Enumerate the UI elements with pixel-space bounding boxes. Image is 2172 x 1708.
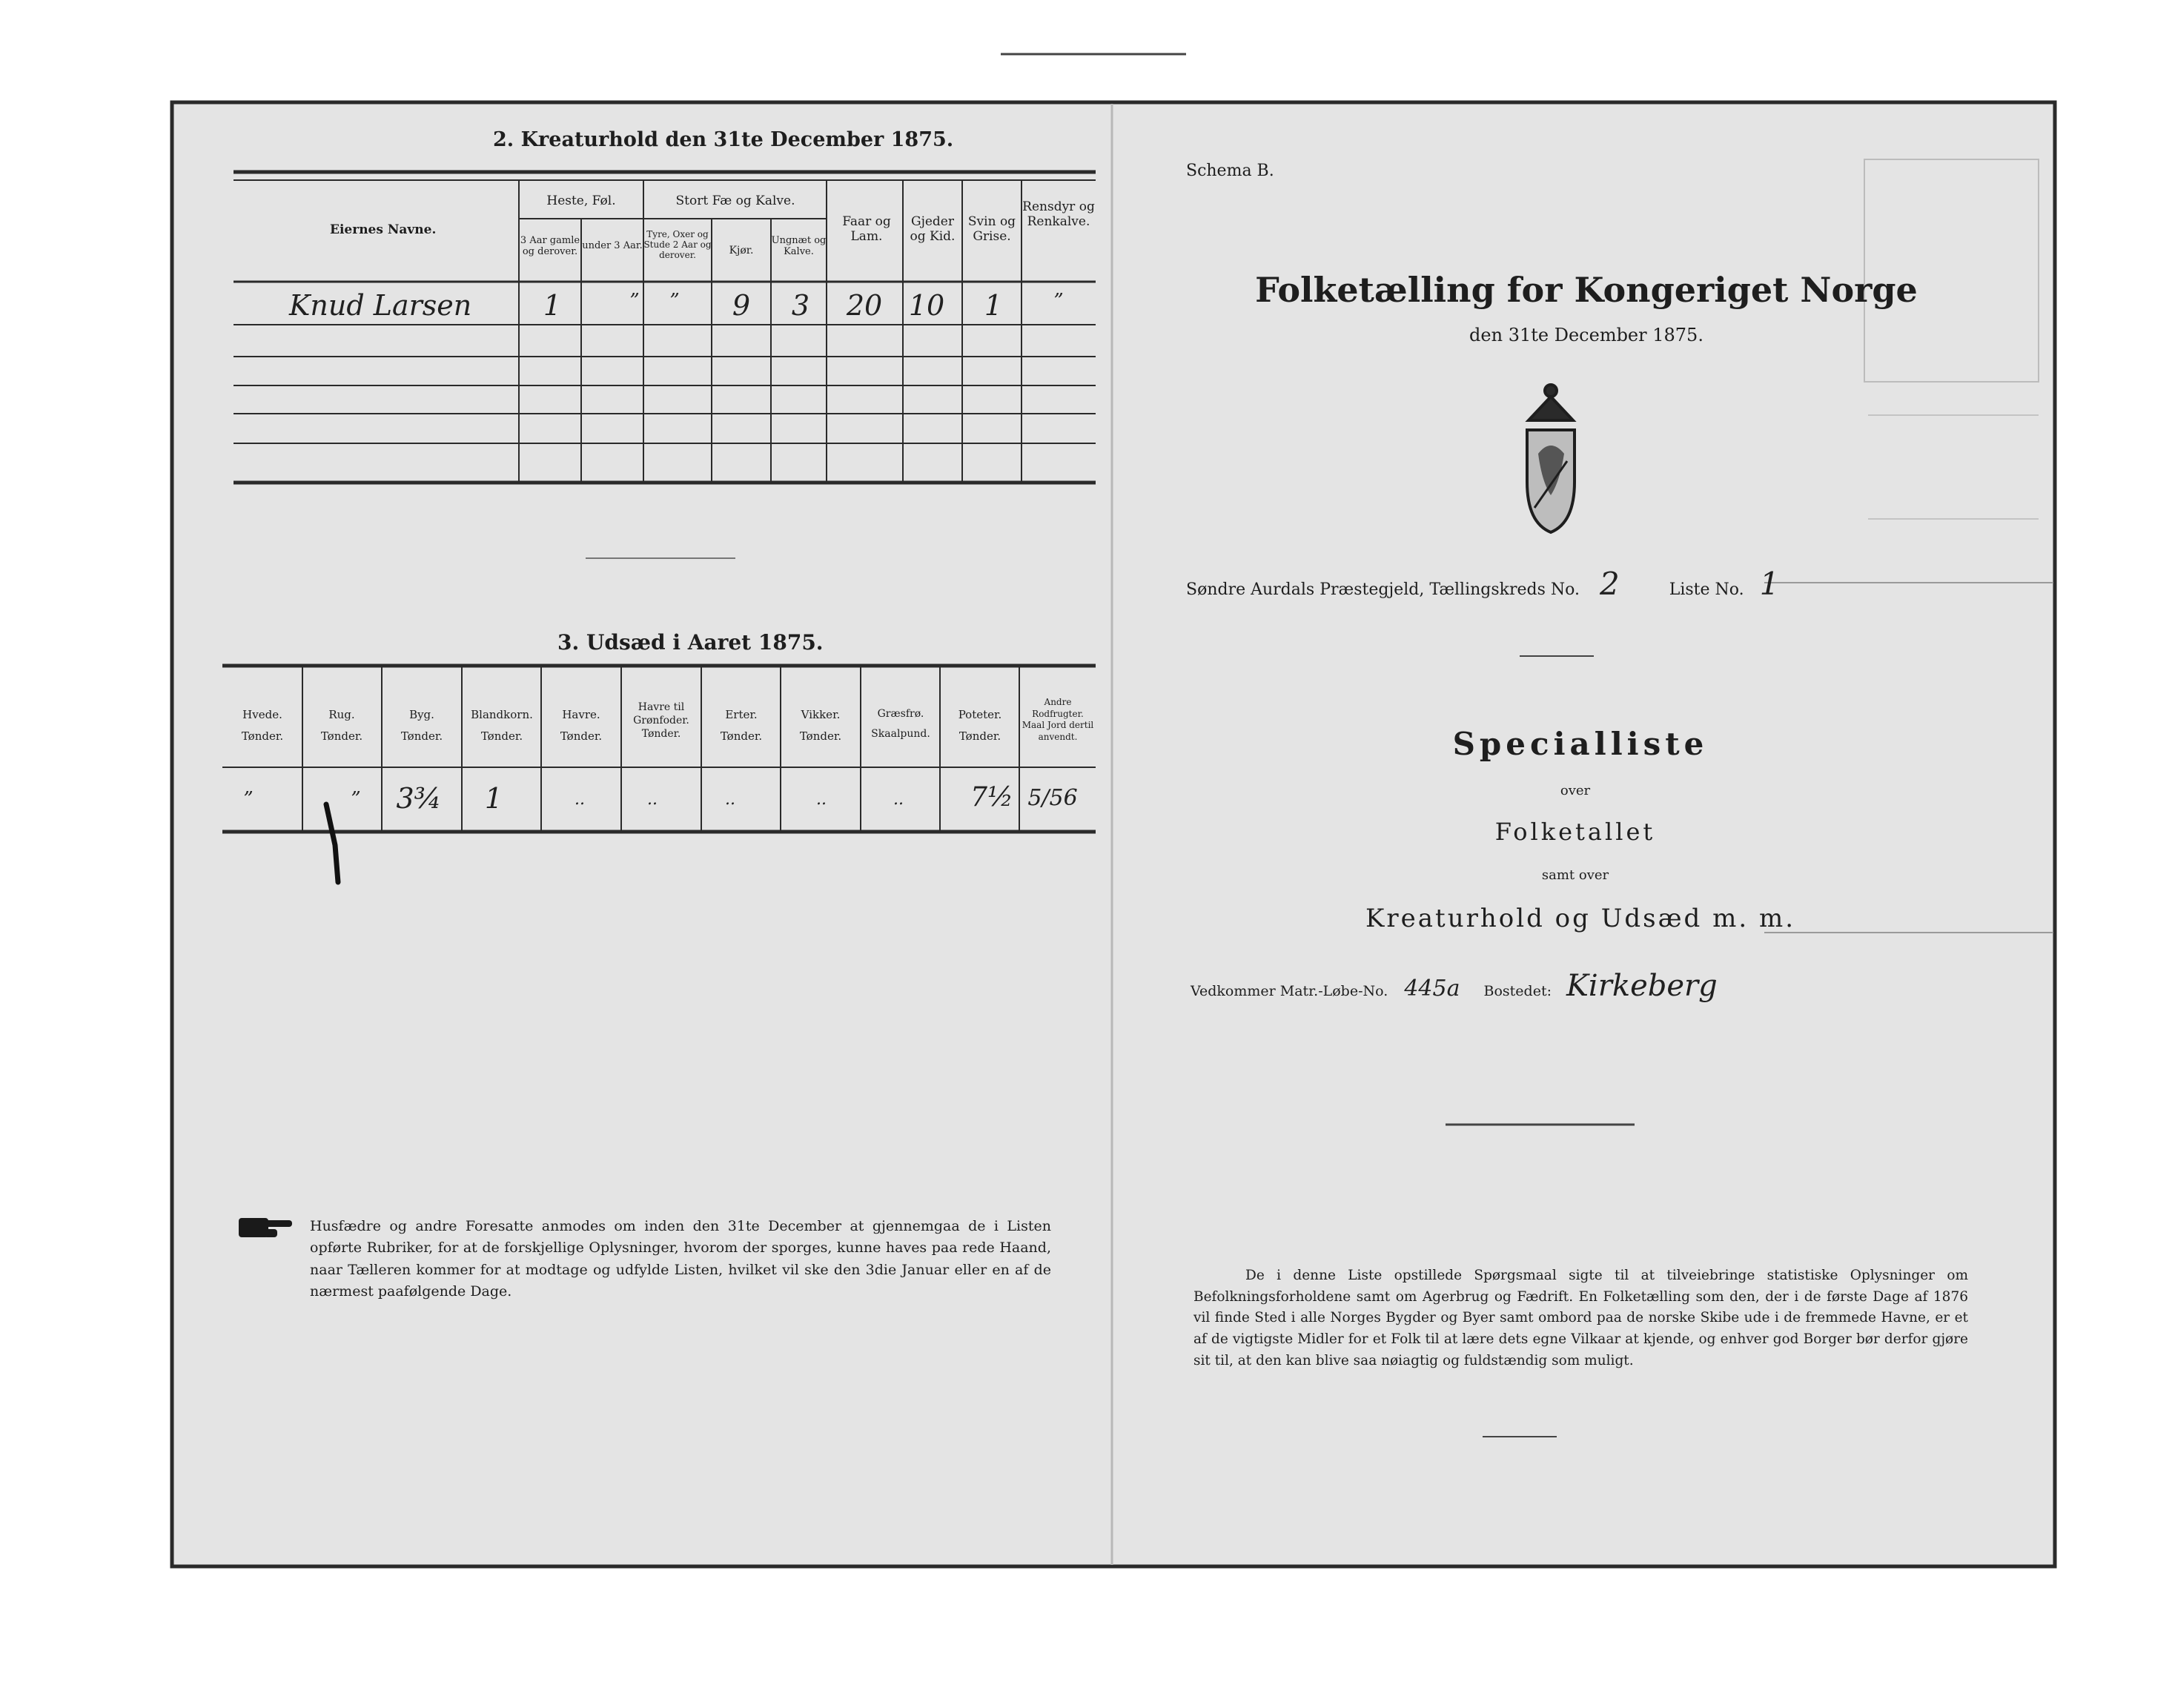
header-andre-rodfrugter: Andre Rodfrugter. Maal Jord dertil anvendt. — [1022, 697, 1094, 742]
cell-rug: ” — [351, 788, 361, 810]
header-havre-gronfoder: Havre til Grønfoder. Tønder. — [633, 701, 689, 741]
over-text: over — [1560, 783, 1591, 798]
header-goats: Gjeder og Kid. — [910, 214, 956, 244]
specialliste-heading: Specialliste — [1452, 726, 1709, 762]
cell-horses-3yr: 1 — [543, 289, 562, 322]
notice-paragraph: Husfædre og andre Foresatte anmodes om inden den 31te December at gjennemgaa de i Listen opførte Rubriker, for at de forskjellige Oplysninger, hvorom der sporges, kunne haves paa rede Haand, naar Tælleren kommer for at modtage og udfylde Listen, hvilket vil ske den 3die Januar eller en af de nærmest paafølgende Dage. — [310, 1218, 1051, 1300]
header-vikker: Vikker. Tønder. — [799, 708, 842, 743]
schema-label: Schema B. — [1186, 162, 1274, 180]
livestock-title: 2. Kreaturhold den 31te December 1875. — [493, 128, 954, 151]
header-horses: Heste, Føl. — [546, 193, 616, 208]
header-byg: Byg. Tønder. — [400, 708, 443, 743]
cell-sheep: 20 — [846, 289, 883, 322]
header-blandkorn: Blandkorn. Tønder. — [471, 708, 533, 743]
header-poteter: Poteter. Tønder. — [958, 708, 1002, 743]
header-erter: Erter. Tønder. — [720, 708, 763, 743]
header-cows: Kjør. — [729, 245, 754, 256]
main-title: Folketælling for Kongeriget Norge — [1255, 270, 1918, 310]
cell-havre-gronfoder: .. — [647, 790, 658, 809]
cell-poteter: 7½ — [970, 782, 1013, 812]
header-havre: Havre. Tønder. — [560, 708, 603, 743]
cell-pigs: 1 — [984, 289, 1003, 322]
cell-vikker: .. — [816, 790, 827, 809]
header-owner-names: Eiernes Navne. — [330, 222, 437, 237]
cell-erter: .. — [725, 790, 735, 809]
bosted-value: Kirkeberg — [1566, 969, 1718, 1003]
header-horses-under3: under 3 Aar. — [582, 240, 643, 251]
matr-label: Vedkommer Matr.-Løbe-No. — [1191, 983, 1388, 999]
cell-bulls: ” — [669, 290, 680, 312]
seed-title: 3. Udsæd i Aaret 1875. — [557, 630, 824, 655]
cell-blandkorn: 1 — [484, 782, 503, 815]
cell-cows: 9 — [732, 289, 751, 322]
cell-horses-under3: ” — [629, 290, 640, 312]
district-line — [1186, 566, 1780, 602]
header-young-calves: Ungnæt og Kalve. — [771, 235, 827, 257]
header-horses-3yr: 3 Aar gamle og derover. — [520, 235, 580, 257]
bosted-label: Bostedet: — [1483, 983, 1552, 999]
cell-havre: .. — [575, 790, 585, 809]
header-graesfro: Græsfrø. Skaalpund. — [871, 708, 930, 740]
kreaturhold-heading: Kreaturhold og Udsæd m. m. — [1365, 904, 1796, 933]
main-subtitle: den 31te December 1875. — [1469, 325, 1704, 345]
header-sheep: Faar og Lam. — [842, 214, 891, 244]
matr-number: 445a — [1404, 976, 1460, 1002]
samt-over-text: samt over — [1541, 867, 1609, 883]
cell-reindeer: ” — [1053, 290, 1064, 312]
district-label: Søndre Aurdals Præstegjeld, Tællingskreds No. — [1186, 580, 1580, 599]
cell-young-calves: 3 — [791, 289, 810, 322]
cell-hvede: ” — [243, 788, 254, 810]
cell-byg: 3¾ — [396, 782, 442, 815]
kreds-number: 2 — [1600, 566, 1620, 602]
header-reindeer: Rensdyr og Renkalve. — [1022, 199, 1095, 229]
intro-paragraph: De i denne Liste opstillede Spørgsmaal sigte til at tilveiebringe statistiske Oplysninger om Befolkningsforholdene samt om Agerbrug og Fædrift. En Folketælling som den, der i de første Dage af 1876 vil finde Sted i alle Norges Bygder og Byer samt ombord paa de norske Skibe ude i de fremmede Havne, er et af de vigtigste Midler for et Folk til at lære dets egne Vilkaar at kjende, og enhver god Borger bør derfor gjøre sit til, at den kan blive saa nøiagtig og fuldstændig som muligt. — [1193, 1268, 1968, 1368]
matr-line — [1191, 971, 1718, 1001]
header-cattle: Stort Fæ og Kalve. — [675, 193, 795, 208]
cell-graesfro: .. — [893, 790, 904, 809]
header-hvede: Hvede. Tønder. — [241, 708, 284, 743]
header-rug: Rug. Tønder. — [320, 708, 363, 743]
liste-number: 1 — [1759, 566, 1780, 602]
owner-name-cell: Knud Larsen — [289, 289, 472, 322]
cell-goats: 10 — [908, 289, 945, 322]
header-pigs: Svin og Grise. — [967, 214, 1016, 244]
liste-label: Liste No. — [1669, 580, 1744, 599]
folketallet-heading: Folketallet — [1494, 818, 1656, 846]
cell-andre-rodfrugter: 5/56 — [1027, 785, 1078, 811]
header-bulls: Tyre, Oxer og Stude 2 Aar og derover. — [643, 229, 712, 260]
